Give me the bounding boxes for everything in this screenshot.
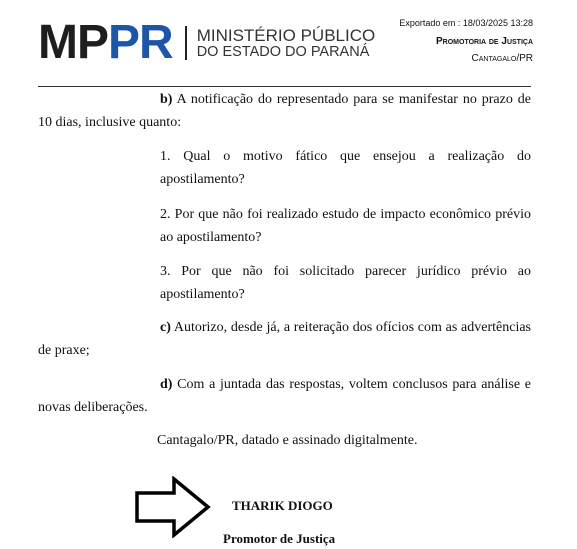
logo-divider (185, 26, 187, 60)
item-c-text: Autorizo, desde já, a reiteração dos ofícios com as advertências de praxe; (38, 320, 531, 358)
item-c-paragraph (38, 316, 531, 362)
header-rule (38, 86, 531, 87)
question-3: 3. Por que não foi solicitado parecer jurídico prévio ao apostilamento? (160, 264, 531, 302)
item-d-label: d) (160, 377, 173, 392)
question-2: 2. Por que não foi realizado estudo de impacto econômico prévio ao apostilamento? (160, 207, 531, 245)
item-b-label: b) (160, 92, 173, 107)
item-d-text: Com a juntada das respostas, voltem conclusos para análise e novas deliberações. (38, 377, 531, 415)
logo-pr-text: PR (108, 16, 173, 69)
mppr-logo (38, 16, 376, 69)
logo-line1: MINISTÉRIO PÚBLICO (196, 26, 376, 45)
item-d-paragraph (38, 373, 531, 419)
question-1: 1. Qual o motivo fático que ensejou a realização do apostilamento? (160, 149, 531, 187)
right-arrow-outline-icon (134, 476, 212, 538)
office-name: Promotoria de Justiça (436, 36, 533, 47)
office-city: Cantagalo/PR (471, 53, 533, 64)
logo-line2: DO ESTADO DO PARANÁ (196, 44, 370, 60)
signoff-line: Cantagalo/PR, datado e assinado digitalmente. (157, 433, 418, 448)
logo-institution-name (197, 27, 376, 61)
signatory-name: THARIK DIOGO (232, 498, 333, 513)
item-b-text: A notificação do representado para se manifestar no prazo de 10 dias, inclusive quanto: (38, 92, 531, 130)
export-timestamp: Exportado em : 18/03/2025 13:28 (399, 18, 533, 28)
item-b-paragraph (38, 88, 531, 134)
header-info (399, 17, 533, 65)
signatory-role: Promotor de Justiça (223, 531, 336, 546)
logo-mp-text: MP (38, 16, 108, 69)
item-c-label: c) (160, 320, 171, 335)
